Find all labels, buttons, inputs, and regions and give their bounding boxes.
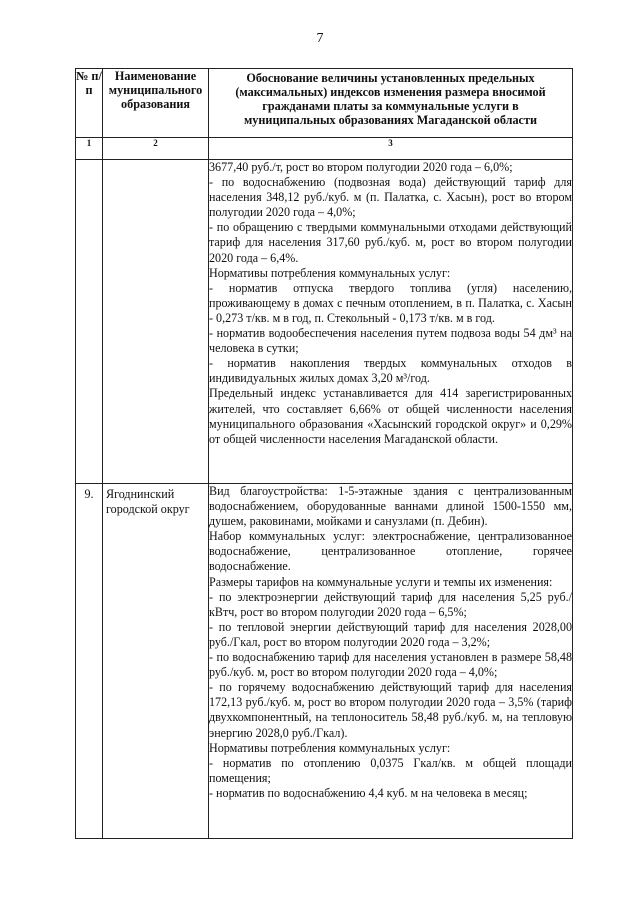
indices-table bbox=[75, 68, 573, 839]
municipality-name bbox=[103, 160, 209, 484]
paragraph: - по водоснабжению (подвозная вода) действующий тариф для населения 348,12 руб./куб. м (п. Палатка, с. Хасын), рост во втором полугодии 2020 года – 4,0%; bbox=[209, 175, 572, 220]
paragraph: - по тепловой энергии действующий тариф для населения 2028,00 руб./Гкал, рост во втором полугодии 2020 года – 3,2%; bbox=[209, 619, 572, 649]
paragraph: - норматив по водоснабжению 4,4 куб. м на человека в месяц; bbox=[209, 785, 528, 800]
paragraph: 3677,40 руб./т, рост во втором полугодии 2020 года – 6,0%; bbox=[209, 160, 513, 174]
paragraph: - норматив накопления твердых коммунальных отходов в индивидуальных жилых домах 3,20 м³/год. bbox=[209, 356, 572, 386]
column-number-3: 3 bbox=[209, 138, 573, 160]
column-number-row bbox=[76, 138, 573, 160]
table-row bbox=[76, 484, 573, 839]
paragraph: Предельный индекс устанавливается для 414 зарегистрированных жителей, что составляет 6,66% от общей численности населения муниципального образования «Хасынский городской округ» и 0,29% от общей численности населения Магаданской области. bbox=[209, 386, 572, 446]
table-header-row bbox=[76, 69, 573, 138]
paragraph: - по обращению с твердыми коммунальными отходами действующий тариф для населения 317,60 руб./куб. м, рост во втором полугодии 2020 года – 6,4%. bbox=[209, 220, 572, 265]
paragraph: Вид благоустройства: 1-5-этажные здания с централизованным водоснабжением, оборудованные ваннами длиной 1500-1550 мм, душем, раковинами, мойками и санузлами (п. Дебин). bbox=[209, 484, 572, 529]
header-justification: Обоснование величины установленных предельных (максимальных) индексов изменения размера вносимой гражданами платы за коммунальные услуги в муниципальных образованиях Магаданской области bbox=[209, 69, 573, 138]
header-number: № п/п bbox=[76, 69, 103, 138]
paragraph: Размеры тарифов на коммунальные услуги и темпы их изменения: bbox=[209, 574, 553, 589]
paragraph: Набор коммунальных услуг: электроснабжение, централизованное водоснабжение, централизованное отопление, горячее водоснабжение. bbox=[209, 529, 572, 574]
paragraph: Нормативы потребления коммунальных услуг: bbox=[209, 740, 451, 755]
table-row bbox=[76, 160, 573, 484]
justification-cell bbox=[209, 484, 573, 839]
municipality-name: Ягоднинский городской округ bbox=[103, 484, 209, 839]
justification-cell bbox=[209, 160, 573, 484]
paragraph: Нормативы потребления коммунальных услуг: bbox=[209, 265, 451, 280]
paragraph: - по электроэнергии действующий тариф для населения 5,25 руб./кВтч, рост во втором полугодии 2020 года – 6,5%; bbox=[209, 589, 572, 619]
row-number: 9. bbox=[76, 484, 103, 839]
row-number bbox=[76, 160, 103, 484]
header-municipality: Наименование муниципального образования bbox=[103, 69, 209, 138]
column-number-2: 2 bbox=[103, 138, 209, 160]
paragraph: - норматив водообеспечения населения путем подвоза воды 54 дм³ на человека в сутки; bbox=[209, 326, 572, 356]
paragraph: - норматив по отоплению 0,0375 Гкал/кв. м общей площади помещения; bbox=[209, 755, 572, 785]
page-number: 7 bbox=[316, 31, 324, 46]
paragraph: - норматив отпуска твердого топлива (угля) населению, проживающему в домах с печным отоплением, в п. Палатка, с. Хасын - 0,273 т/кв. м в год, п. Стекольный - 0,173 т/кв. м в год. bbox=[209, 280, 572, 325]
paragraph: - по водоснабжению тариф для населения установлен в размере 58,48 руб./куб. м, рост во втором полугодии 2020 года – 4,0%; bbox=[209, 650, 572, 680]
paragraph: - по горячему водоснабжению действующий тариф для населения 172,13 руб./куб. м, рост во втором полугодии 2020 года – 3,5% (тариф двухкомпонентный, на теплоноситель 58,48 руб./куб. м, на тепловую энергию 2028,0 руб./Гкал). bbox=[209, 680, 572, 740]
column-number-1: 1 bbox=[76, 138, 103, 160]
